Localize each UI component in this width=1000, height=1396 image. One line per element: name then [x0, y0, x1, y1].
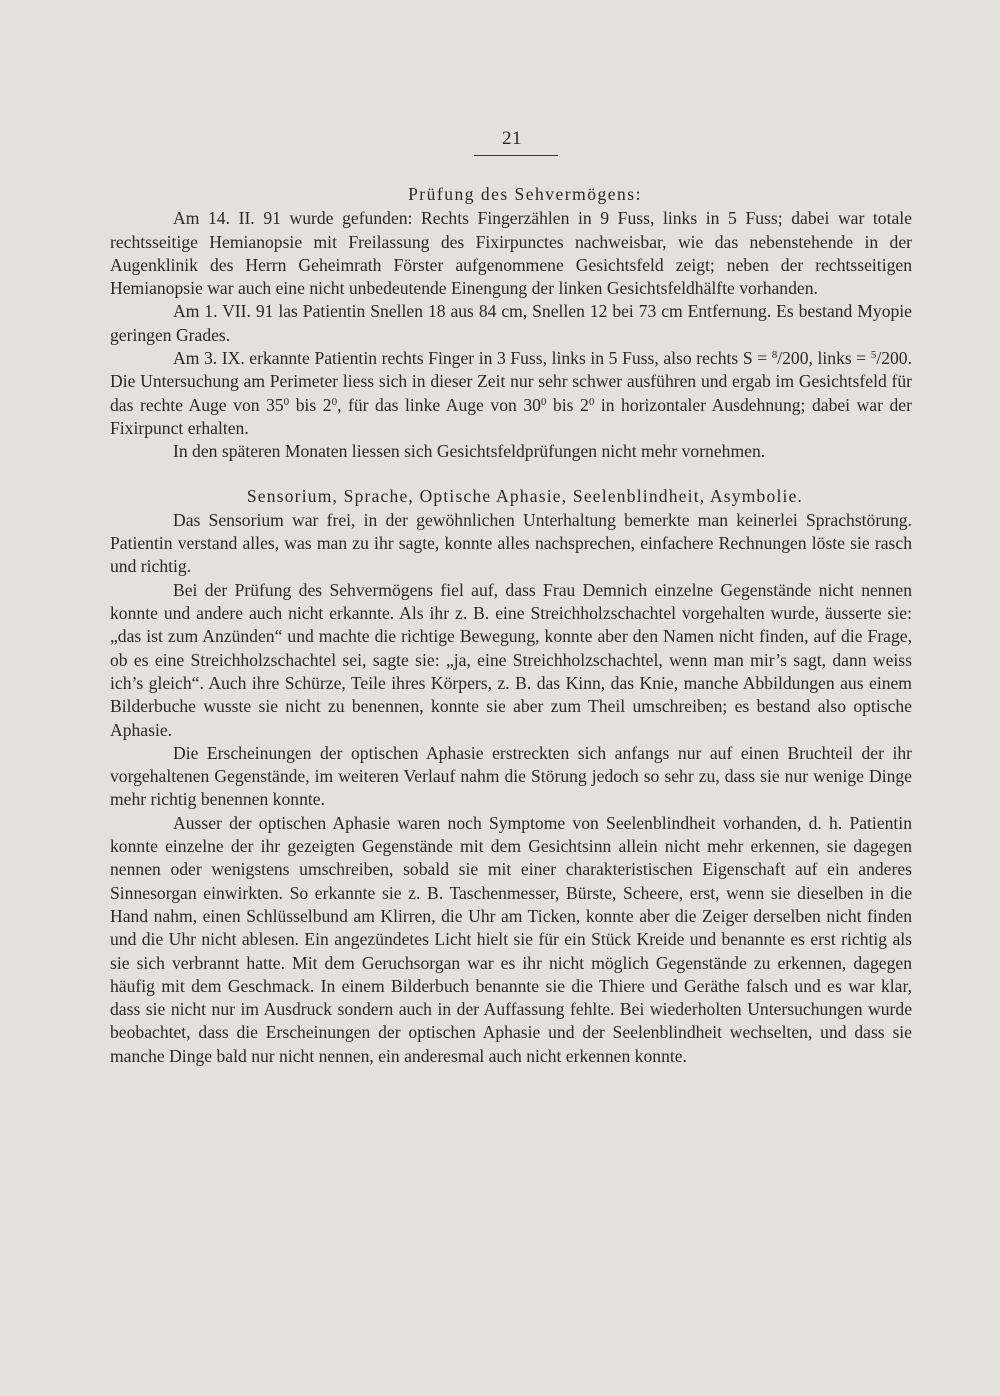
- fraction-denominator: /200: [777, 348, 809, 369]
- paragraph: Am 3. IX. erkannte Patientin rechts Finger in 3 Fuss, links in 5 Fuss, also rechts S = $^8$/200, links = $^5$/200. Die Untersuchung am Perimeter liess sich in dieser Zeit nur sehr schwer ausführen und ergab im Gesichtsfeld für das rechte Auge von $35^0$ bis $2^0$, für das linke Auge von $30^0$ bis $2^0$ in horizontaler Ausdehnung; dabei war der Fixirpunct erhalten.: [110, 348, 912, 438]
- degree-superscript: 0: [283, 395, 290, 408]
- fraction-numerator: 5: [870, 349, 877, 362]
- paragraph: Am 1. VII. 91 las Patientin Snellen 18 aus 84 cm, Snellen 12 bei 73 cm Entfernung. Es bestand Myopie geringen Grades.: [110, 301, 912, 345]
- paragraph: Ausser der optischen Aphasie waren noch Symptome von Seelenblindheit vorhanden, d. h. Patientin konnte einzelne der ihr gezeigten Gegenstände mit dem Gesichtsinn allein nicht mehr erkennen, sie dagegen nennen oder wenigstens umschreiben, sobald sie mit einer charakteristischen Eigenschaft auf ein anderes Sinnesorgan einwirkten. So erkannte sie z. B. Taschenmesser, Bürste, Scheere, erst, wenn sie dieselben in die Hand nahm, einen Schlüsselbund am Klirren, die Uhr am Ticken, konnte aber die Zeiger derselben nicht finden und die Uhr nicht ablesen. Ein angezündetes Licht hielt sie für ein Stück Kreide und benannte es erst richtig als sie sich verbrannt hatte. Mit dem Geruchsorgan war es ihr nicht möglich Gegenstände zu erkennen, dagegen häufig mit dem Geschmack. In einem Bilderbuch benannte sie die Thiere und Geräthe falsch und es war klar, dass sie nicht nur im Ausdruck sondern auch in der Auffassung fehlte. Bei wiederholten Untersuchungen wurde beobachtet, dass die Erscheinungen der optischen Aphasie und der Seelenblindheit wechselten, und dass sie manche Dinge bald nur nicht nennen, ein anderesmal auch nicht erkennen konnte.: [110, 812, 912, 1066]
- paragraph: Das Sensorium war frei, in der gewöhnlichen Unterhaltung bemerkte man keinerlei Sprachstörung. Patientin verstand alles, was man zu ihr sagte, konnte alles nachsprechen, einfachere Rechnungen löste sie rasch und richtig.: [110, 509, 912, 577]
- paragraph: Am 14. II. 91 wurde gefunden: Rechts Fingerzählen in 9 Fuss, links in 5 Fuss; dabei war totale rechtsseitige Hemianopsie mit Freilassung des Fixirpunctes nachweisbar, wie das nebenstehende in der Augenklinik des Herrn Geheimrath Förster aufgenommene Gesichtsfeld zeigt; neben der rechtsseitigen Hemianopsie war auch eine nicht unbedeutende Einengung der linken Gesichtsfeldhälfte vorhanden.: [110, 208, 912, 299]
- section-heading-sensorium: Sensorium, Sprache, Optische Aphasie, Seelenblindheit, Asymbolie.: [246, 485, 804, 506]
- degree-superscript: 0: [331, 395, 338, 408]
- body-text: [110, 183, 912, 1068]
- degree-superscript: 0: [588, 395, 595, 408]
- paragraph: Bei der Prüfung des Sehvermögens fiel auf, dass Frau Demnich einzelne Gegenstände nicht nennen konnte und andere auch nicht erkannte. Als ihr z. B. eine Streichholzschachtel vorgehalten wurde, äusserte sie: „das ist zum Anzünden“ und machte die richtige Bewegung, konnte aber den Namen nicht finden, auf die Frage, ob es eine Streichholzschachtel sei, sagte sie: „ja, eine Streichholzschachtel, wenn man mir’s sagt, dann weiss ich’s gleich“. Auch ihre Schürze, Teile ihres Körpers, z. B. das Kinn, das Knie, manche Abbildungen aus einem Bilderbuche wusste sie nicht zu benennen, konnte sie aber zum Theil umschreiben; es bestand also optische Aphasie.: [110, 579, 912, 740]
- paragraph: Die Erscheinungen der optischen Aphasie erstreckten sich anfangs nur auf einen Bruchteil der ihr vorgehaltenen Gegenstände, im weiteren Verlauf nahm die Störung jedoch so sehr zu, dass sie nur wenige Dinge mehr richtig benennen konnte.: [110, 742, 912, 810]
- section-heading-sehvermoegen: Prüfung des Sehvermögens:: [408, 184, 642, 204]
- paragraph: In den späteren Monaten liessen sich Gesichtsfeldprüfungen nicht mehr vornehmen.: [173, 441, 766, 462]
- degree-superscript: 0: [540, 395, 547, 408]
- fraction-denominator: /200: [876, 348, 908, 369]
- page-number: 21: [502, 128, 522, 149]
- page-number-rule: [474, 155, 558, 156]
- fraction-numerator: 8: [771, 349, 778, 362]
